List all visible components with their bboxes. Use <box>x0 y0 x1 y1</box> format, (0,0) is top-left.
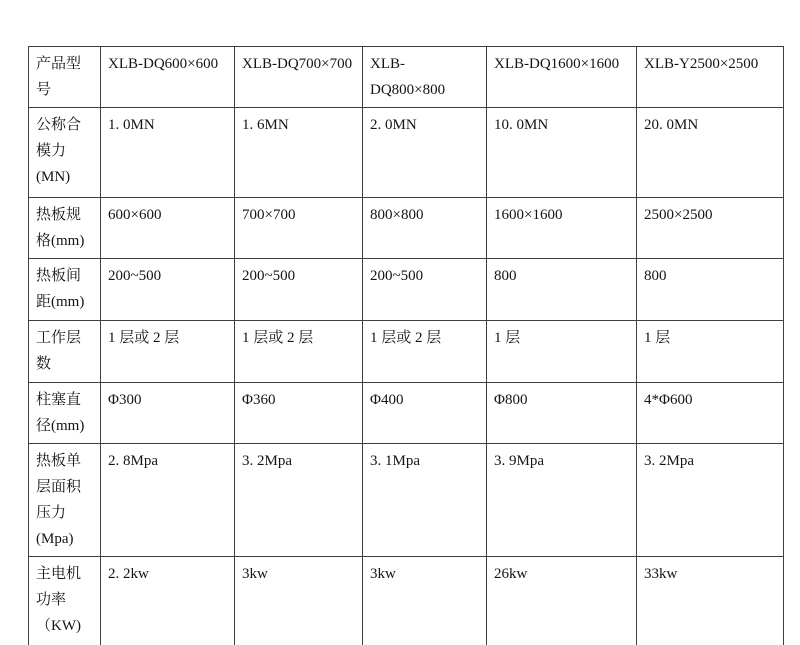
table-cell: Φ400 <box>363 383 487 444</box>
table-cell: 3. 9Mpa <box>487 444 637 557</box>
table-cell: 800×800 <box>363 198 487 259</box>
table-cell: 1 层 <box>637 321 784 383</box>
table-cell: 200~500 <box>363 259 487 321</box>
table-cell: 800 <box>487 259 637 321</box>
table-cell: Φ800 <box>487 383 637 444</box>
row-label: 热板规格(mm) <box>29 198 101 259</box>
table-cell: 200~500 <box>235 259 363 321</box>
table-cell: 3kw <box>363 557 487 645</box>
table-cell: 2. 8Mpa <box>101 444 235 557</box>
table-cell: 3. 2Mpa <box>637 444 784 557</box>
table-cell: 200~500 <box>101 259 235 321</box>
table-row-hot-plate-spacing <box>29 259 784 321</box>
table-cell: 3. 1Mpa <box>363 444 487 557</box>
table-row-product-model <box>29 47 784 108</box>
table-row-clamping-force <box>29 108 784 198</box>
table-cell: 2. 0MN <box>363 108 487 198</box>
table-cell: 4*Φ600 <box>637 383 784 444</box>
table-cell: 700×700 <box>235 198 363 259</box>
table-cell: 20. 0MN <box>637 108 784 198</box>
table-cell: 1 层或 2 层 <box>101 321 235 383</box>
row-label: 热板单层面积压力(Mpa) <box>29 444 101 557</box>
table-row-working-layers <box>29 321 784 383</box>
table-row-plunger-diameter <box>29 383 784 444</box>
table-cell: 10. 0MN <box>487 108 637 198</box>
table-cell: 1 层 <box>487 321 637 383</box>
table-cell: 33kw <box>637 557 784 645</box>
table-cell: 1. 6MN <box>235 108 363 198</box>
row-label: 热板间距(mm) <box>29 259 101 321</box>
table-cell: 1. 0MN <box>101 108 235 198</box>
table-cell: 600×600 <box>101 198 235 259</box>
table-cell: 3. 2Mpa <box>235 444 363 557</box>
table-cell: 1 层或 2 层 <box>235 321 363 383</box>
table-cell: XLB-Y2500×2500 <box>637 47 784 108</box>
table-cell: 2. 2kw <box>101 557 235 645</box>
table-cell: 26kw <box>487 557 637 645</box>
table-cell: 1600×1600 <box>487 198 637 259</box>
table-row-unit-area-pressure <box>29 444 784 557</box>
table-cell: XLB-DQ800×800 <box>363 47 487 108</box>
spec-table <box>28 46 784 645</box>
table-cell: Φ360 <box>235 383 363 444</box>
table-row-hot-plate-size <box>29 198 784 259</box>
row-label: 工作层数 <box>29 321 101 383</box>
table-cell: Φ300 <box>101 383 235 444</box>
table-cell: 2500×2500 <box>637 198 784 259</box>
table-row-main-motor-power <box>29 557 784 645</box>
table-cell: XLB-DQ700×700 <box>235 47 363 108</box>
row-label: 公称合模力(MN) <box>29 108 101 198</box>
table-cell: 3kw <box>235 557 363 645</box>
table-cell: 1 层或 2 层 <box>363 321 487 383</box>
table-cell: 800 <box>637 259 784 321</box>
table-cell: XLB-DQ600×600 <box>101 47 235 108</box>
table-cell: XLB-DQ1600×1600 <box>487 47 637 108</box>
row-label: 柱塞直径(mm) <box>29 383 101 444</box>
row-label: 产品型号 <box>29 47 101 108</box>
row-label: 主电机功率（KW) <box>29 557 101 645</box>
